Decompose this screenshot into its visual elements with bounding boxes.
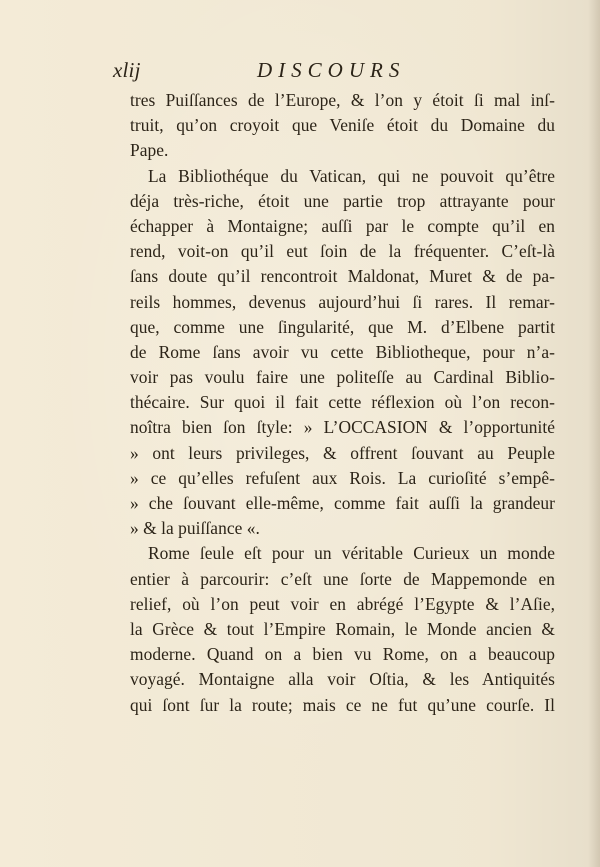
- text-line: rend, voit-on qu’il eut ſoin de la fréquenter. C’eſt-là: [130, 241, 555, 262]
- text-line: de Rome ſans avoir vu cette Bibliotheque, pour n’a-: [130, 341, 555, 362]
- text-line: relief, où l’on peut voir en abrégé l’Egypte & l’Aſie,: [130, 593, 555, 614]
- text-line: Pape.: [130, 140, 169, 161]
- page-header: [113, 58, 503, 86]
- text-line: voyagé. Montaigne alla voir Oſtia, & les Antiquités: [130, 669, 555, 690]
- text-line: truit, qu’on croyoit que Veniſe étoit du Domaine du: [130, 115, 555, 136]
- text-line: échapper à Montaigne; auſſi par le compte qu’il en: [130, 215, 555, 236]
- text-line: la Grèce & tout l’Empire Romain, le Monde ancien &: [130, 618, 555, 639]
- text-line: » che ſouvant elle-même, comme fait auſſi la grandeur: [130, 493, 555, 513]
- body-text: [130, 88, 555, 718]
- text-line: » & la puiſſance «.: [130, 518, 260, 539]
- text-line: qui ſont ſur la route; mais ce ne fut qu’une courſe. Il: [130, 694, 555, 715]
- running-head: DISCOURS: [257, 58, 406, 82]
- page-edge-shadow: [588, 0, 600, 867]
- text-line: noîtra bien ſon ſtyle: » L’OCCASION & l’opportunité: [130, 417, 555, 438]
- text-line: Rome ſeule eſt pour un véritable Curieux un monde: [148, 543, 555, 564]
- text-line: tres Puiſſances de l’Europe, & l’on y étoit ſi mal inſ-: [130, 90, 555, 110]
- text-line: moderne. Quand on a bien vu Rome, on a beaucoup: [130, 644, 555, 665]
- text-line: » ce qu’elles refuſent aux Rois. La curioſité s’empê-: [130, 467, 555, 488]
- text-line: voir pas voulu faire une politeſſe au Cardinal Biblio-: [130, 367, 555, 388]
- text-line: La Bibliothéque du Vatican, qui ne pouvoit qu’être: [148, 165, 555, 186]
- text-line: » ont leurs privileges, & offrent ſouvant au Peuple: [130, 442, 555, 463]
- text-line: que, comme une ſingularité, que M. d’Elbene partit: [130, 316, 555, 337]
- text-line: reils hommes, devenus aujourd’hui ſi rares. Il remar-: [130, 291, 555, 312]
- text-line: entier à parcourir: c’eſt une ſorte de Mappemonde en: [130, 568, 555, 589]
- text-line: déja très-riche, étoit une partie trop attrayante pour: [130, 190, 555, 211]
- page-folio: xlij: [113, 58, 141, 82]
- text-line: thécaire. Sur quoi il fait cette réflexion où l’on recon-: [130, 392, 555, 413]
- text-line: ſans doute qu’il rencontroit Maldonat, Muret & de pa-: [130, 266, 555, 287]
